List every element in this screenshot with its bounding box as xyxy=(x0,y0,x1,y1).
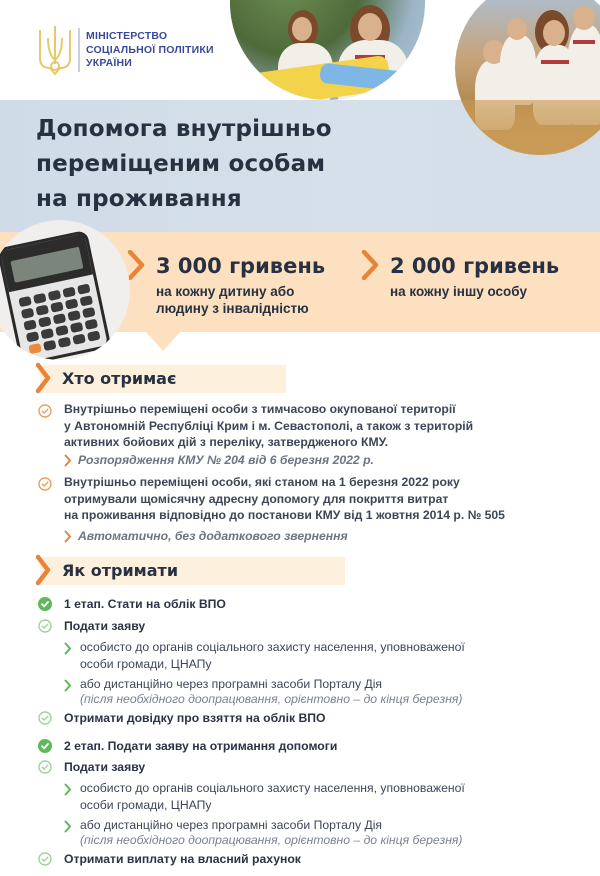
stage-1-option-1 xyxy=(80,639,465,673)
amounts-band-pointer xyxy=(145,331,181,351)
amount-value-2: 2 000 гривень xyxy=(390,254,560,278)
who-item-1-reference: Розпорядження КМУ № 204 від 6 березня 2022 р. xyxy=(78,453,374,467)
title-line-2: переміщеним особам xyxy=(36,151,326,177)
chevron-right-icon xyxy=(64,679,72,692)
ministry-line-2: СОЦІАЛЬНОЇ ПОЛІТИКИ xyxy=(86,43,214,56)
stage-2-option-1-line-1: особисто до органів соціального захисту населення, уповноваженої xyxy=(80,781,465,795)
logo-divider xyxy=(78,28,80,72)
mother-daughter-with-flag-photo xyxy=(230,0,425,100)
children-in-wheat-field-photo xyxy=(455,0,600,155)
check-circle-filled-icon xyxy=(38,739,52,753)
stage-1-result: Отримати довідку про взяття на облік ВПО xyxy=(64,711,326,725)
who-item-1-line-3: активних бойових дій з переліку, затвердженого КМУ. xyxy=(64,435,389,449)
ministry-line-1: МІНІСТЕРСТВО xyxy=(86,30,168,42)
stage-1-option-2: або дистанційно через програмні засоби Порталу Дія xyxy=(80,677,383,691)
chevron-right-icon xyxy=(34,554,52,586)
who-item-2-line-1: Внутрішньо переміщені особи, які станом на 1 березня 2022 року xyxy=(64,475,460,489)
page-title xyxy=(36,112,332,217)
chevron-right-icon xyxy=(126,250,146,280)
check-circle-outline-icon xyxy=(38,477,52,491)
chevron-right-icon xyxy=(64,820,72,833)
ministry-line-3: УКРАЇНИ xyxy=(86,57,133,69)
amount-desc-1-line-1: на кожну дитину або xyxy=(156,284,295,299)
stage-2-option-1-line-2: особи громади, ЦНАПу xyxy=(80,798,212,812)
check-circle-filled-icon xyxy=(38,597,52,611)
check-circle-outline-icon xyxy=(38,711,52,725)
section-who-title: Хто отримає xyxy=(62,369,177,388)
stage-1-title: 1 етап. Стати на облік ВПО xyxy=(64,597,226,611)
who-item-2-text xyxy=(64,474,505,524)
amount-desc-1-line-2: людину з інвалідністю xyxy=(156,301,309,316)
who-item-2-line-3: на проживання відповідно до постанови КМУ від 1 жовтня 2014 р. № 505 xyxy=(64,508,505,522)
stage-1-apply: Подати заяву xyxy=(64,619,146,633)
title-line-1: Допомога внутрішньо xyxy=(36,116,332,142)
stage-2-title: 2 етап. Подати заяву на отримання допомоги xyxy=(64,739,338,753)
stage-1-option-1-line-2: особи громади, ЦНАПу xyxy=(80,657,212,671)
chevron-right-icon xyxy=(64,642,72,655)
amount-value-1: 3 000 гривень xyxy=(156,254,326,278)
stage-1-option-2-note: (після необхідного доопрацювання, орієнтовно – до кінця березня) xyxy=(80,692,463,706)
chevron-right-icon xyxy=(64,454,72,467)
trident-coat-of-arms-icon xyxy=(36,24,74,76)
amount-desc-2-line-1: на кожну іншу особу xyxy=(390,284,527,299)
chevron-right-icon xyxy=(34,362,52,394)
check-circle-outline-icon xyxy=(38,760,52,774)
stage-2-option-1 xyxy=(80,780,465,814)
who-item-1-text xyxy=(64,401,473,451)
amount-desc-1 xyxy=(156,283,309,317)
stage-2-apply: Подати заяву xyxy=(64,760,146,774)
amount-desc-2 xyxy=(390,283,527,300)
chevron-right-icon xyxy=(360,250,380,280)
check-circle-outline-icon xyxy=(38,619,52,633)
title-line-3: на проживання xyxy=(36,186,242,212)
stage-2-result: Отримати виплату на власний рахунок xyxy=(64,852,301,866)
who-item-2-line-2: отримували щомісячну адресну допомогу для покриття витрат xyxy=(64,491,449,506)
pen-icon xyxy=(0,317,12,360)
who-item-1-line-1: Внутрішньо переміщені особи з тимчасово окупованої території xyxy=(64,402,456,416)
chevron-right-icon xyxy=(64,530,72,543)
check-circle-outline-icon xyxy=(38,404,52,418)
stage-1-option-1-line-1: особисто до органів соціального захисту населення, уповноваженої xyxy=(80,640,465,654)
chevron-right-icon xyxy=(64,783,72,796)
calculator-image xyxy=(0,220,130,360)
who-item-2-reference: Автоматично, без додаткового звернення xyxy=(78,529,348,543)
calculator-icon xyxy=(0,230,111,360)
ministry-name xyxy=(86,30,214,71)
check-circle-outline-icon xyxy=(38,852,52,866)
stage-2-option-2: або дистанційно через програмні засоби Порталу Дія xyxy=(80,818,383,832)
section-how-title: Як отримати xyxy=(62,561,179,580)
who-item-1-line-2: у Автономній Республіці Крим і м. Севастополі, а також з територій xyxy=(64,418,474,433)
stage-2-option-2-note: (після необхідного доопрацювання, орієнтовно – до кінця березня) xyxy=(80,833,463,847)
